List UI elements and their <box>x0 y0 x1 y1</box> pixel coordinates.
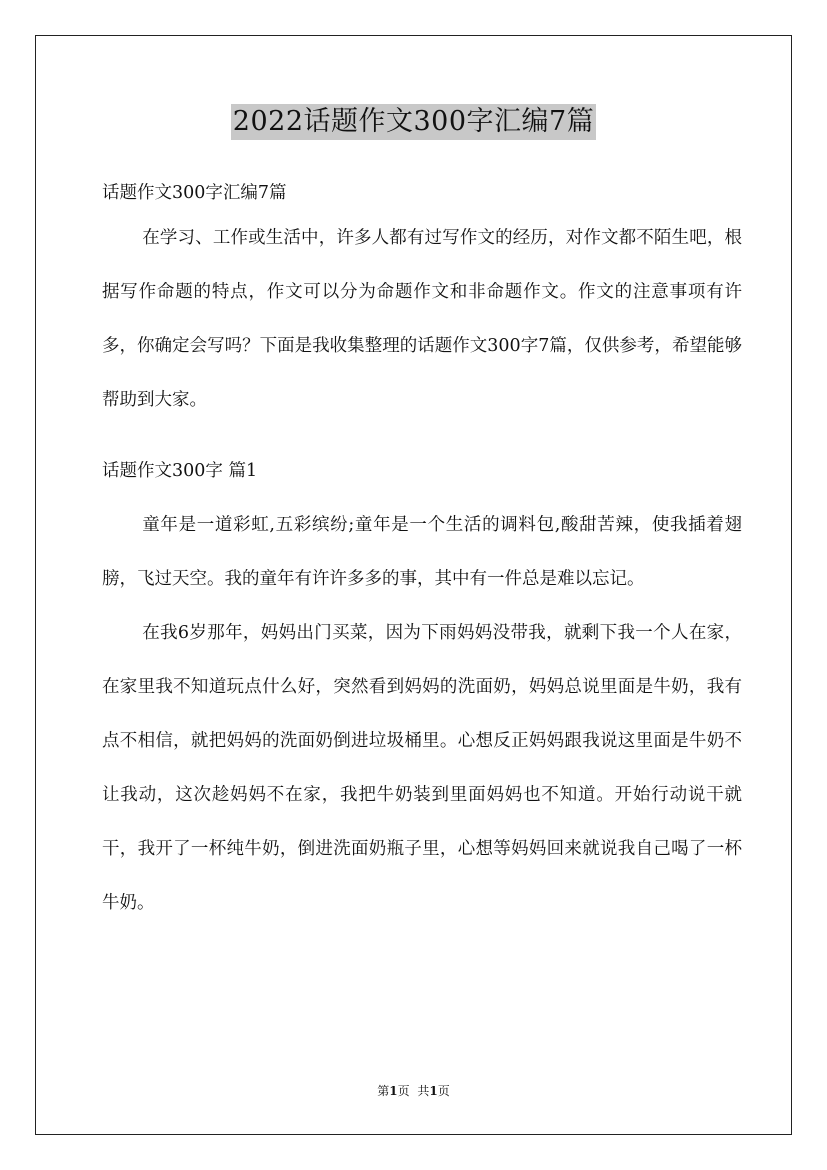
document-body <box>102 175 742 930</box>
total-pages: 1 <box>429 1084 438 1098</box>
page-number: 1 <box>389 1084 398 1098</box>
section-heading: 话题作文300字 篇1 <box>102 461 258 481</box>
document-title: 2022话题作文300字汇编7篇 <box>231 104 596 140</box>
page-footer <box>0 1083 827 1099</box>
total-label-prefix: 共 <box>417 1084 430 1098</box>
page-label-prefix: 第 <box>377 1084 390 1098</box>
intro-paragraph: 在学习、工作或生活中，许多人都有过写作文的经历，对作文都不陌生吧，根据写作命题的特点，作文可以分为命题作文和非命题作文。作文的注意事项有许多，你确定会写吗？下面是我收集整理的话题作文300字7篇，仅供参考，希望能够帮助到大家。 <box>102 228 742 410</box>
document-subtitle: 话题作文300字汇编7篇 <box>102 183 287 203</box>
section-paragraph: 在我6岁那年，妈妈出门买菜，因为下雨妈妈没带我，就剩下我一个人在家，在家里我不知道玩点什么好，突然看到妈妈的洗面奶，妈妈总说里面是牛奶，我有点不相信，就把妈妈的洗面奶倒进垃圾桶里。心想反正妈妈跟我说这里面是牛奶不让我动，这次趁妈妈不在家，我把牛奶装到里面妈妈也不知道。开始行动说干就干，我开了一杯纯牛奶，倒进洗面奶瓶子里，心想等妈妈回来就说我自己喝了一杯牛奶。 <box>102 623 742 913</box>
title-container <box>0 104 827 140</box>
total-label-suffix: 页 <box>437 1084 450 1098</box>
spacer <box>102 427 742 444</box>
section-paragraph: 童年是一道彩虹,五彩缤纷;童年是一个生活的调料包,酸甜苦辣，使我插着翅膀，飞过天空。我的童年有许许多多的事，其中有一件总是难以忘记。 <box>102 515 742 589</box>
page-label-suffix: 页 <box>397 1084 410 1098</box>
